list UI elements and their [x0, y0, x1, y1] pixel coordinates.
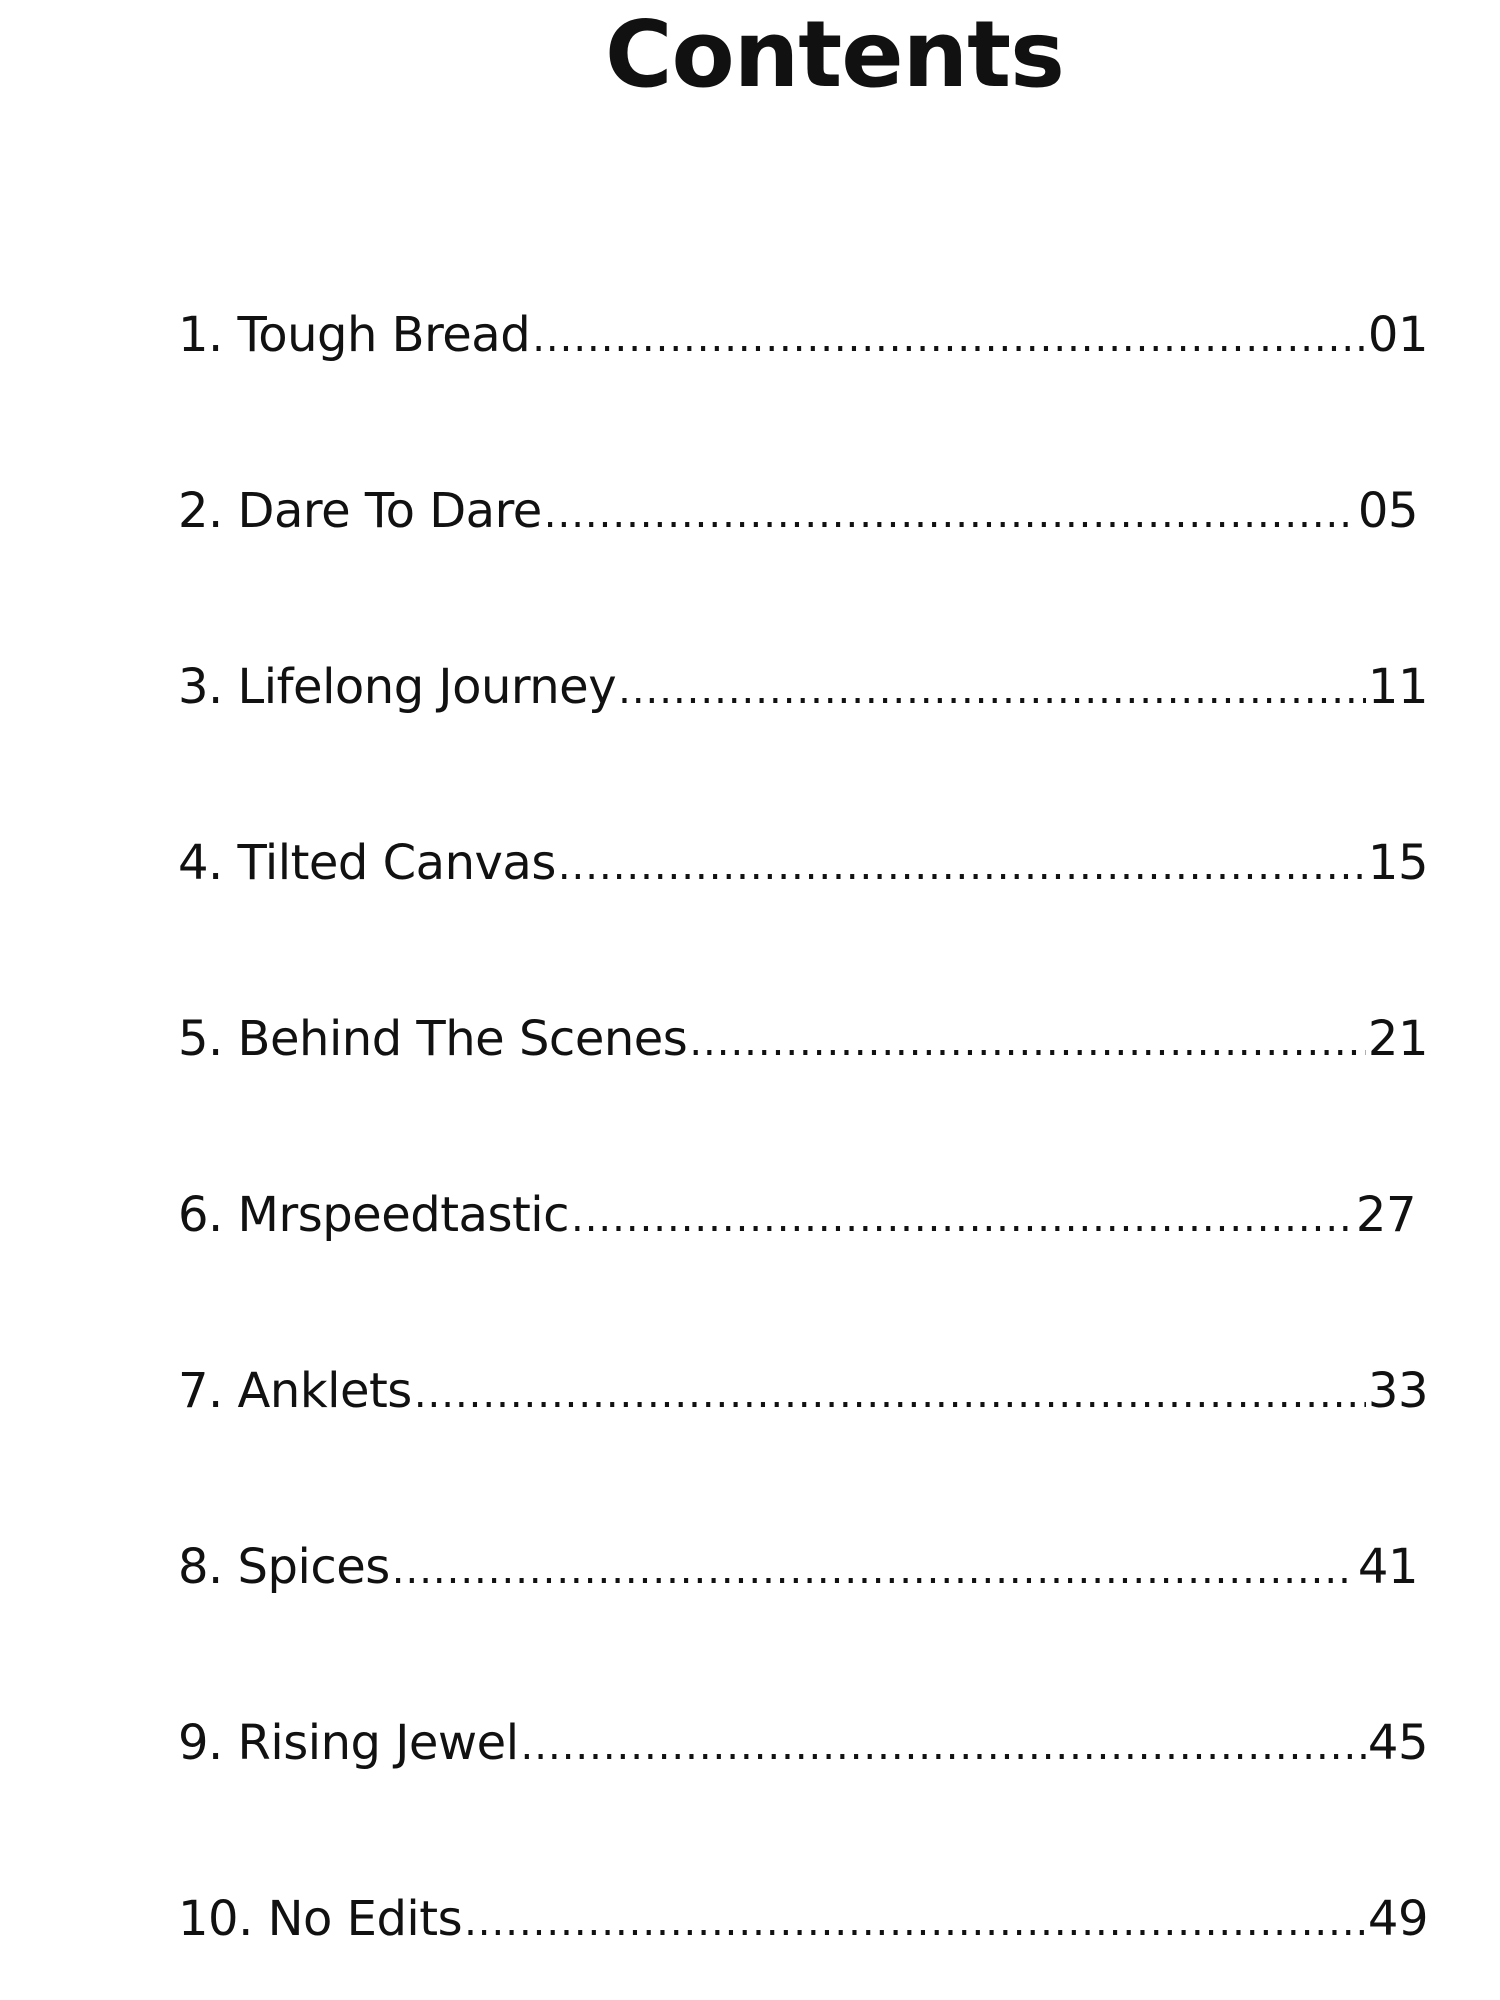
toc-entry-page: 45: [1367, 1715, 1428, 1771]
dot-leader: [521, 1711, 1366, 1778]
toc-entry-page: 49: [1367, 1891, 1428, 1947]
toc-entry-page: 33: [1367, 1363, 1428, 1419]
toc-entry-label: 8. Spices: [178, 1539, 390, 1595]
dot-leader: [544, 479, 1356, 546]
toc-entry-page: 27: [1355, 1187, 1416, 1243]
toc-entry-5: [178, 1004, 1428, 1074]
toc-entry-9: [178, 1708, 1428, 1778]
toc-entry-8: [178, 1532, 1418, 1602]
toc-entry-7: [178, 1356, 1428, 1426]
toc-entry-10: [178, 1884, 1428, 1954]
dot-leader: [618, 655, 1366, 722]
toc-entry-1: [178, 300, 1428, 370]
toc-entry-label: 5. Behind The Scenes: [178, 1011, 688, 1067]
toc-entry-page: 21: [1367, 1011, 1428, 1067]
toc-entry-2: [178, 476, 1418, 546]
dot-leader: [532, 303, 1366, 370]
page-title: Contents: [605, 1, 1064, 108]
toc-entry-page: 41: [1357, 1539, 1418, 1595]
toc-entry-6: [178, 1180, 1416, 1250]
toc-entry-label: 7. Anklets: [178, 1363, 412, 1419]
toc-entry-label: 3. Lifelong Journey: [178, 659, 617, 715]
toc-entry-3: [178, 652, 1428, 722]
toc-entry-label: 1. Tough Bread: [178, 307, 531, 363]
toc-entry-page: 11: [1367, 659, 1428, 715]
dot-leader: [414, 1359, 1366, 1426]
dot-leader: [571, 1183, 1354, 1250]
dot-leader: [558, 831, 1366, 898]
dot-leader: [689, 1007, 1366, 1074]
toc-entry-label: 4. Tilted Canvas: [178, 835, 556, 891]
dot-leader: [464, 1887, 1366, 1954]
dot-leader: [392, 1535, 1356, 1602]
toc-entry-label: 9. Rising Jewel: [178, 1715, 519, 1771]
toc-entry-label: 6. Mrspeedtastic: [178, 1187, 569, 1243]
toc-entry-page: 01: [1367, 307, 1428, 363]
title-container: [605, 0, 1064, 110]
toc-entry-page: 15: [1367, 835, 1428, 891]
toc-entry-page: 05: [1357, 483, 1418, 539]
toc-entry-4: [178, 828, 1428, 898]
toc-entry-label: 2. Dare To Dare: [178, 483, 542, 539]
toc-entry-label: 10. No Edits: [178, 1891, 463, 1947]
